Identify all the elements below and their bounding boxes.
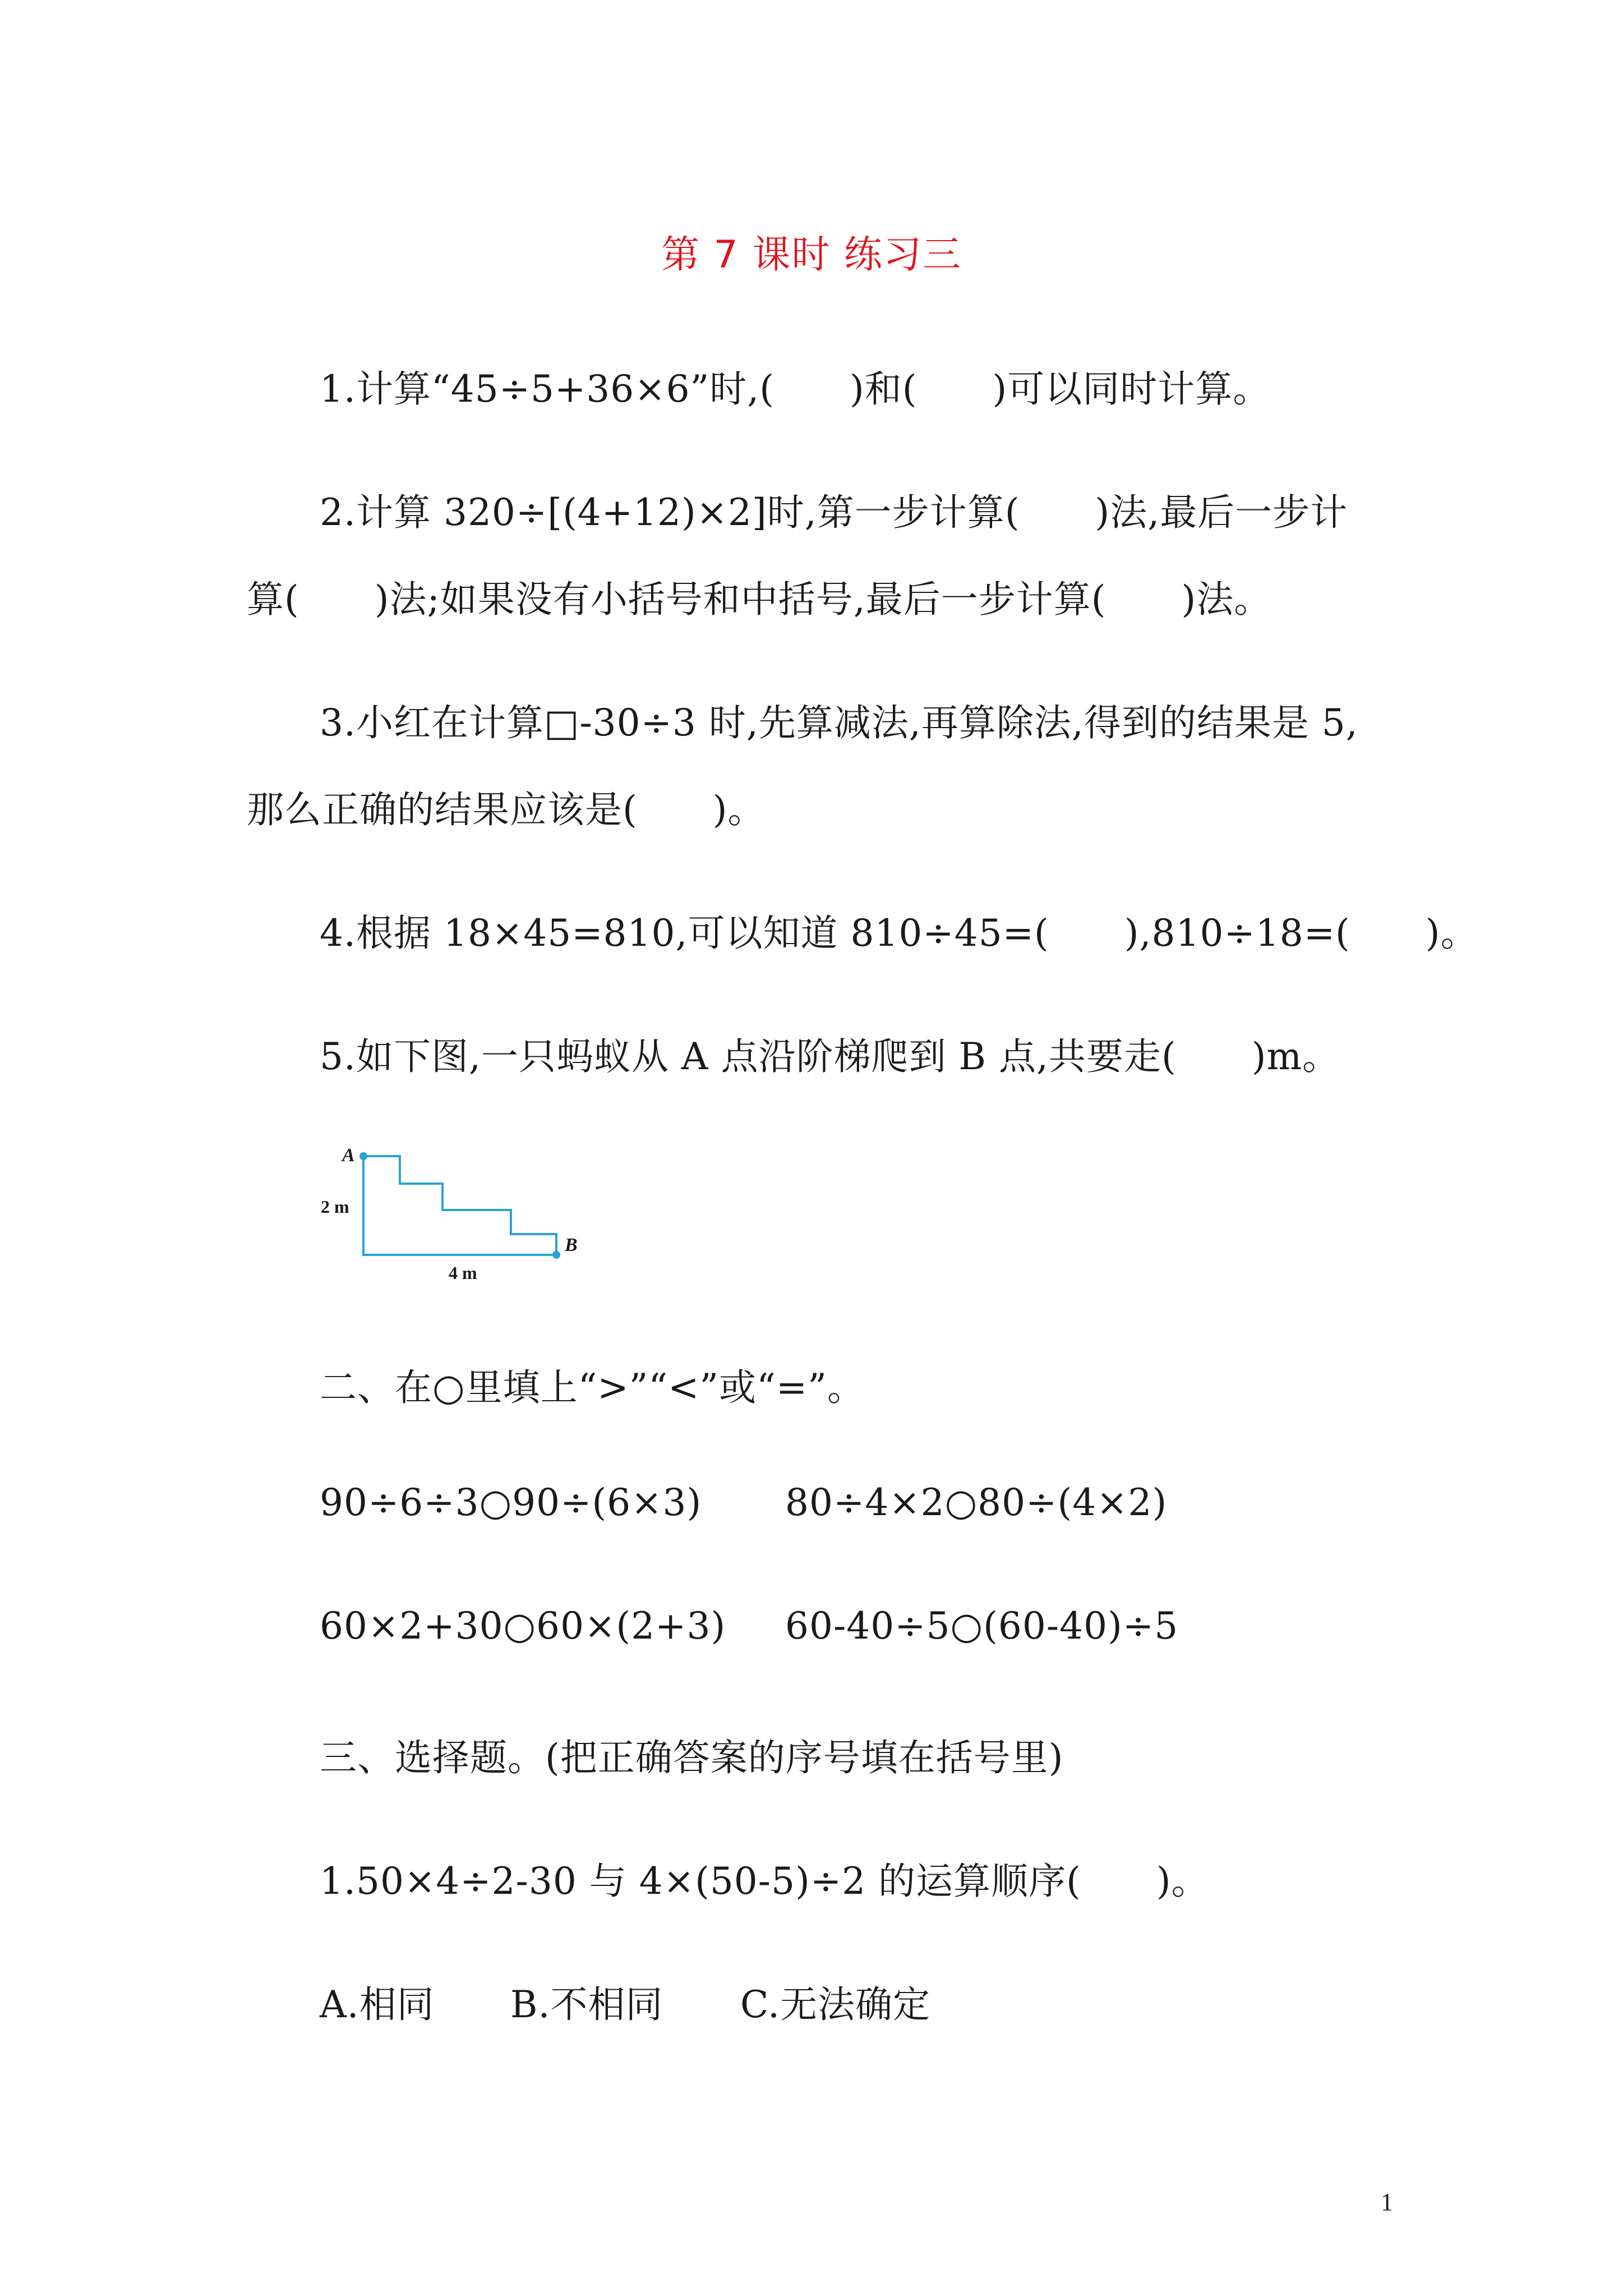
comparison-1: 90÷6÷3○90÷(6×3) xyxy=(320,1481,702,1524)
question-2-line-2: 算( )法;如果没有小括号和中括号,最后一步计算( )法。 xyxy=(247,578,1272,621)
question-2-line-1: 2.计算 320÷[(4+12)×2]时,第一步计算( )法,最后一步计 xyxy=(320,491,1348,534)
question-5: 5.如下图,一只蚂蚁从 A 点沿阶梯爬到 B 点,共要走( )m。 xyxy=(320,1035,1340,1078)
comparison-4: 60-40÷5○(60-40)÷5 xyxy=(785,1604,1179,1648)
height-label: 2 m xyxy=(321,1197,349,1217)
option-a: A.相同 xyxy=(320,1983,435,2026)
question-1: 1.计算“45÷5+36×6”时,( )和( )可以同时计算。 xyxy=(320,367,1271,411)
section-3-heading: 三、选择题。(把正确答案的序号填在括号里) xyxy=(320,1736,1064,1779)
question-3-line-2: 那么正确的结果应该是( )。 xyxy=(247,788,766,831)
comparison-2: 80÷4×2○80÷(4×2) xyxy=(785,1481,1168,1524)
staircase-diagram xyxy=(314,1139,606,1290)
point-b-marker xyxy=(552,1251,560,1259)
option-b: B.不相同 xyxy=(510,1983,663,2026)
width-label: 4 m xyxy=(449,1263,477,1283)
question-4: 4.根据 18×45=810,可以知道 810÷45=( ),810÷18=( )。 xyxy=(320,912,1478,955)
comparison-3: 60×2+30○60×(2+3) xyxy=(320,1604,726,1648)
section-2-heading: 二、在○里填上“>”“<”或“=”。 xyxy=(320,1366,865,1409)
option-c: C.无法确定 xyxy=(740,1983,931,2026)
choice-question-1: 1.50×4÷2-30 与 4×(50-5)÷2 的运算顺序( )。 xyxy=(320,1860,1209,1903)
question-3-line-1: 3.小红在计算□-30÷3 时,先算减法,再算除法,得到的结果是 5, xyxy=(320,701,1358,744)
point-b-label: B xyxy=(565,1235,578,1255)
page-title: 第 7 课时 练习三 xyxy=(661,233,962,277)
point-a-marker xyxy=(359,1152,367,1160)
point-a-label: A xyxy=(342,1145,355,1166)
staircase-outline xyxy=(363,1156,556,1255)
page-number: 1 xyxy=(1381,2188,1393,2216)
